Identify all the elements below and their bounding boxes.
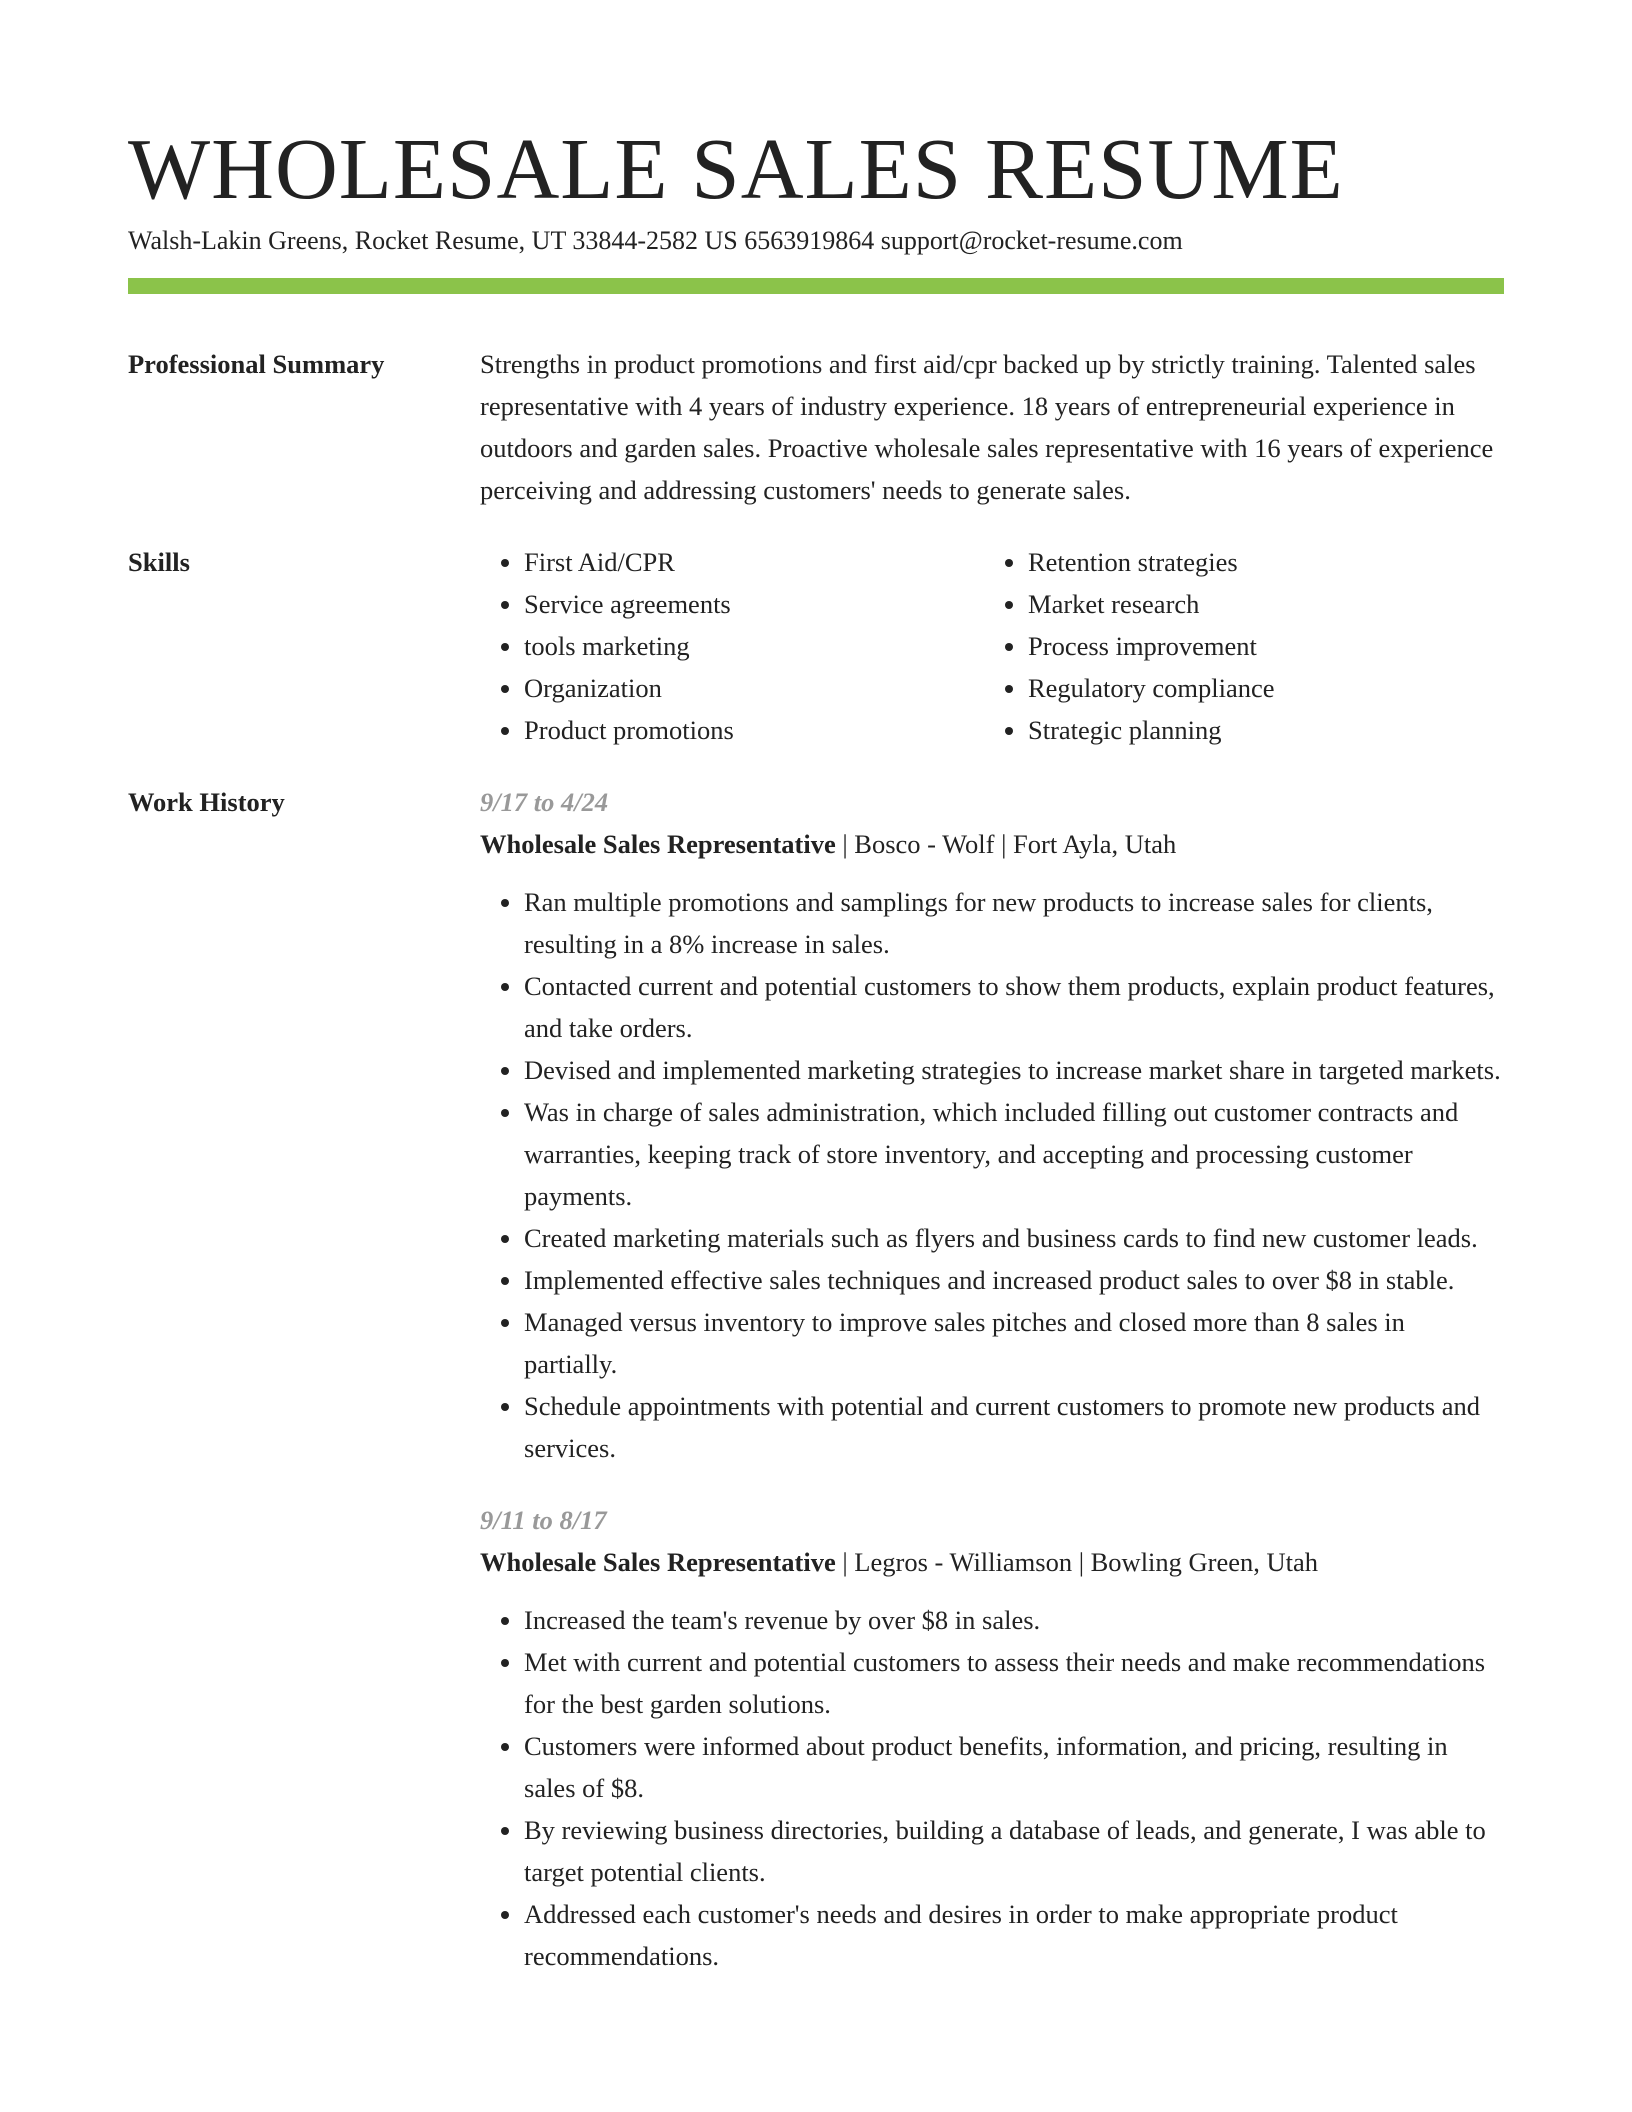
job-details: | Legros - Williamson | Bowling Green, Utah <box>835 1547 1319 1577</box>
skills-column-right <box>984 541 1488 751</box>
job-entry <box>480 781 1504 1469</box>
skill-item: • Retention strategies <box>1028 541 1488 583</box>
skills-list-right <box>984 541 1488 751</box>
job-bullet: • Ran multiple promotions and samplings for new products to increase sales for clients, resulting in a 8% increase in sales. <box>524 881 1504 965</box>
job-bullet: • Created marketing materials such as flyers and business cards to find new customer leads. <box>524 1217 1504 1259</box>
contact-line: Walsh-Lakin Greens, Rocket Resume, UT 33844-2582 US 6563919864 support@rocket-resume.com <box>128 226 1183 255</box>
skills-columns <box>480 541 1504 751</box>
job-bullet: • Met with current and potential customers to assess their needs and make recommendations for the best garden solutions. <box>524 1641 1504 1725</box>
job-heading <box>480 823 1504 865</box>
job-bullet: • Customers were informed about product benefits, information, and pricing, resulting in sales of $8. <box>524 1725 1504 1809</box>
job-bullet: • Implemented effective sales techniques and increased product sales to over $8 in stable. <box>524 1259 1504 1301</box>
job-dates: 9/11 to 8/17 <box>480 1505 607 1535</box>
job-entry <box>480 1499 1504 1977</box>
skill-item: • Product promotions <box>524 709 984 751</box>
summary-text: Strengths in product promotions and first aid/cpr backed up by strictly training. Talented sales representative with 4 years of industry experience. 18 years of entrepreneurial experience in outdoors and garden sales. Proactive wholesale sales representative with 16 years of experience perceiving and addressing customers' needs to generate sales. <box>480 349 1494 505</box>
skill-item: • Market research <box>1028 583 1488 625</box>
skills-list-left <box>480 541 984 751</box>
job-bullet: • Managed versus inventory to improve sales pitches and closed more than 8 sales in partially. <box>524 1301 1504 1385</box>
job-bullet: • Addressed each customer's needs and desires in order to make appropriate product recommendations. <box>524 1893 1504 1977</box>
work-history-section <box>128 781 1504 1977</box>
skill-item: • Strategic planning <box>1028 709 1488 751</box>
job-bullet: • Increased the team's revenue by over $8 in sales. <box>524 1599 1504 1641</box>
job-bullet: • By reviewing business directories, building a database of leads, and generate, I was able to target potential clients. <box>524 1809 1504 1893</box>
skill-item: • Service agreements <box>524 583 984 625</box>
resume-page <box>128 0 1504 1977</box>
skill-item: • Process improvement <box>1028 625 1488 667</box>
job-title: Wholesale Sales Representative <box>480 829 836 859</box>
job-bullets <box>480 881 1504 1469</box>
job-dates: 9/17 to 4/24 <box>480 787 609 817</box>
skills-heading: Skills <box>128 547 190 577</box>
work-history-body <box>480 781 1504 1977</box>
summary-heading: Professional Summary <box>128 349 385 379</box>
job-bullet: • Was in charge of sales administration, which included filling out customer contracts and warranties, keeping track of store inventory, and accepting and processing customer payments. <box>524 1091 1504 1217</box>
skills-section <box>128 541 1504 751</box>
skill-item: • First Aid/CPR <box>524 541 984 583</box>
summary-section <box>128 343 1504 511</box>
job-bullet: • Devised and implemented marketing strategies to increase market share in targeted markets. <box>524 1049 1504 1091</box>
job-bullet: • Contacted current and potential customers to show them products, explain product features, and take orders. <box>524 965 1504 1049</box>
job-heading <box>480 1541 1504 1583</box>
job-bullet: • Schedule appointments with potential and current customers to promote new products and services. <box>524 1385 1504 1469</box>
job-bullets <box>480 1599 1504 1977</box>
skill-item: • tools marketing <box>524 625 984 667</box>
job-details: | Bosco - Wolf | Fort Ayla, Utah <box>835 829 1177 859</box>
work-history-heading: Work History <box>128 787 285 817</box>
resume-title: WHOLESALE SALES RESUME <box>128 120 1344 217</box>
job-title: Wholesale Sales Representative <box>480 1547 836 1577</box>
skill-item: • Regulatory compliance <box>1028 667 1488 709</box>
accent-divider <box>128 278 1504 294</box>
skills-column-left <box>480 541 984 751</box>
skill-item: • Organization <box>524 667 984 709</box>
